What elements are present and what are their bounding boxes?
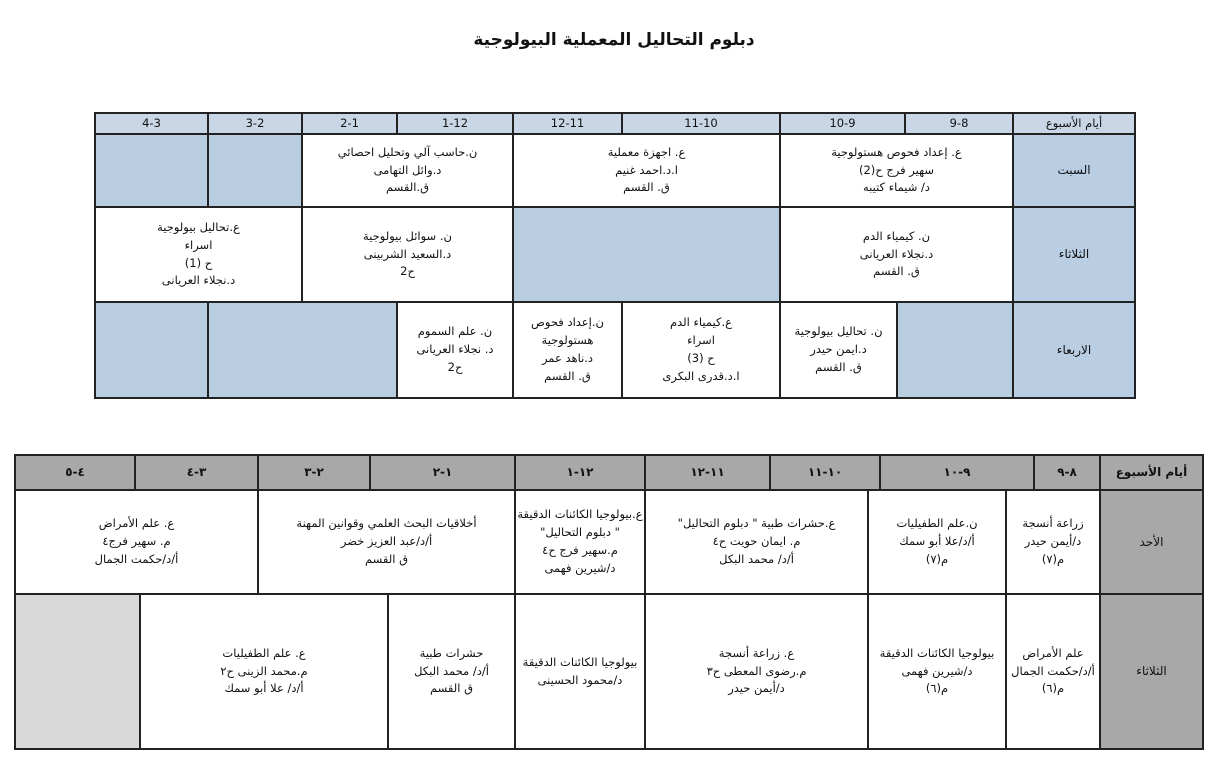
t1-header-days-label: أيام الأسبوع [1045,115,1103,130]
t2-header-days [1100,455,1203,490]
course-detail: ق القسم [430,681,474,696]
t2-sun-class-4 [515,490,645,594]
t2-header-slot [515,455,645,490]
course-detail: د.نجلاء العريانى [859,246,934,261]
course-detail: هستولوجية [541,333,594,348]
t1-header-slot [397,113,513,134]
course-detail: م. ايمان حويت ح٤ [712,534,801,549]
course-detail: م(٦) [925,681,949,696]
course-detail: م(٧) [925,551,949,566]
course-name: بيولوجيا الكائنات الدقيقة [522,654,638,669]
course-detail: أ/د/حكمت الجمال [94,551,179,566]
course-detail: أ/د/علا أبو سمك [899,534,975,549]
t1-sat-class-2 [513,134,780,207]
course-detail: م(٧) [1041,551,1065,566]
t2-day-sunday [1100,490,1203,594]
t1-slot-label: 3-2 [245,115,265,130]
t1-wed-empty [208,302,397,398]
t1-sat-class-1 [780,134,1013,207]
course-name: ع.كيمياء الدم [670,315,733,330]
course-detail: د.السعيد الشربينى [363,246,452,261]
course-detail: اسراء [184,237,213,252]
course-name: ع.تحاليل بيولوجية [157,219,240,234]
course-detail: ق.القسم [386,180,430,195]
t2-day-label: الأحد [1139,534,1164,549]
course-detail: م. سهير فرج٤ [102,534,171,549]
t2-header-days-label: أيام الأسبوع [1115,465,1188,480]
t1-tue-empty [513,207,780,302]
course-detail: أ/د/عبد العزيز خضر [340,534,433,549]
t2-sun-class-1 [1006,490,1100,594]
course-detail: ح2 [400,264,415,279]
t2-tue-class-4 [515,594,645,749]
course-name: ن. علم السموم [417,324,493,339]
t1-slot-label: 2-1 [340,115,359,130]
t2-slot-label: ١٢-١ [566,465,594,480]
page-title: دبلوم التحاليل المعملية البيولوجية [473,30,755,50]
course-detail: د. نجلاء العريانى [416,342,494,357]
course-detail: اسراء [687,333,715,348]
t1-tue-class-2 [302,207,513,302]
course-name: ن.علم الطفيليات [896,516,978,531]
t2-header-slot [258,455,370,490]
t1-day-wednesday [1013,302,1135,398]
t2-sun-class-6 [15,490,258,594]
course-detail: أ/د/ علا أبو سمك [224,681,304,696]
course-detail: د/محمود الحسينى [537,672,623,687]
t1-header-slot [905,113,1013,134]
t1-wed-class-3 [513,302,622,398]
t1-header-slot [780,113,905,134]
course-name: ع. علم الطفيليات [222,645,306,660]
course-detail: د.وائل التهامى [373,162,442,177]
t1-day-label: الثلاثاء [1058,247,1090,262]
t2-slot-label: ٨-٩ [1057,465,1077,480]
course-detail: د.ناهد عمر [541,351,594,365]
course-detail: د/أيمن حيدر [728,681,785,696]
course-detail: " دبلوم التحاليل" [540,525,620,540]
course-detail: د.نجلاء العريانى [161,273,236,288]
course-name: ع. إعداد فحوص هستولوجية [831,144,962,159]
t2-slot-label: ٩-١٠ [943,465,971,480]
course-detail: ح (3) [687,351,715,365]
t2-slot-label: ١-٢ [432,465,453,480]
t2-tue-class-2 [868,594,1006,749]
course-detail: ق. القسم [623,180,670,195]
t1-tue-class-3 [95,207,302,302]
course-name: زراعة أنسجة [1022,516,1084,531]
t1-day-tuesday [1013,207,1135,302]
t2-day-label: الثلاثاء [1136,664,1167,679]
course-detail: م.محمد الزينى ح٢ [220,663,308,678]
course-detail: د/شيرين فهمى [901,663,973,678]
t2-sun-class-2 [868,490,1006,594]
t2-slot-label: ٣-٤ [186,465,207,480]
t2-sun-class-5 [258,490,515,594]
t2-sun-class-3 [645,490,868,594]
t1-header-slot [622,113,780,134]
t1-header-slot [302,113,397,134]
course-name: ن.حاسب آلي وتحليل احصائي [337,144,478,159]
t1-day-label: السبت [1057,163,1091,178]
course-name: حشرات طبية [419,645,484,660]
course-detail: د/أيمن حيدر [1024,534,1082,549]
course-name: ع. علم الأمراض [98,516,175,531]
course-detail: ح (1) [184,255,213,270]
course-name: ن. كيمياء الدم [862,228,931,243]
t2-day-tuesday [1100,594,1203,749]
course-detail: أ/د/حكمت الجمال [1011,663,1095,678]
t1-wed-empty [95,302,208,398]
t2-tue-class-3 [645,594,868,749]
t2-header-slot [15,455,135,490]
course-name: ع. زراعة أنسجة [718,645,795,660]
course-detail: ا.د.قدرى البكرى [662,368,740,383]
course-detail: م(٦) [1041,681,1065,696]
course-detail: سهير فرج ح(2) [858,162,935,177]
course-detail: م.رضوى المعطى ح٣ [706,663,807,678]
t1-slot-label: 11-10 [684,115,718,130]
course-detail: ق. القسم [873,264,920,279]
t1-header-days [1013,113,1135,134]
t1-wed-class-1 [780,302,897,398]
course-detail: ا.د.احمد غنيم [615,162,678,177]
t1-tue-class-1 [780,207,1013,302]
course-name: ع.حشرات طبية " دبلوم التحاليل" [677,516,836,531]
course-detail: د/شيرين فهمى [544,560,616,575]
course-name: ن. تحاليل بيولوجية [794,324,883,339]
t2-header-slot [370,455,515,490]
t2-slot-label: ١٠-١١ [807,465,843,480]
course-detail: أ/د/ محمد البكل [719,551,794,566]
t2-tue-empty [15,594,140,749]
t2-header-slot [645,455,770,490]
t1-day-label: الاربعاء [1056,342,1092,357]
course-detail: ق. القسم [544,368,591,383]
course-detail: د.ايمن حيدر [810,342,867,357]
t2-header-slot [135,455,258,490]
t1-sat-empty [208,134,302,207]
t2-slot-label: ٤-٥ [65,465,85,480]
course-name: أخلاقيات البحث العلمي وقوانين المهنة [296,516,477,531]
course-name: ن.إعداد فحوص [531,315,604,330]
course-detail: ق. القسم [815,359,862,374]
t1-slot-label: 1-12 [441,115,469,130]
course-name: بيولوجيا الكائنات الدقيقة [879,645,995,660]
t1-header-slot [208,113,302,134]
t2-slot-label: ٢-٣ [304,465,324,480]
course-name: علم الأمراض [1022,645,1084,660]
course-name: ن. سوائل بيولوجية [363,228,452,243]
t2-tue-class-1 [1006,594,1100,749]
course-detail: أ/د/ محمد البكل [414,663,489,678]
t1-wed-empty [897,302,1013,398]
t2-tue-class-6 [140,594,388,749]
t2-header-slot [770,455,880,490]
t1-wed-class-4 [397,302,513,398]
course-detail: ق القسم [365,551,409,566]
t1-wed-class-2 [622,302,780,398]
t1-header-slot [513,113,622,134]
t2-header-slot [1034,455,1100,490]
course-detail: م.سهير فرج ح٤ [542,543,618,557]
t1-sat-empty [95,134,208,207]
t1-header-slot [95,113,208,134]
t1-slot-label: 9-8 [949,115,969,130]
course-detail: ح2 [447,359,463,374]
t2-tue-class-5 [388,594,515,749]
course-name: ع. اجهزة معملية [607,144,686,159]
t2-slot-label: ١١-١٢ [690,465,725,480]
t1-slot-label: 10-9 [829,115,856,130]
t1-slot-label: 4-3 [142,115,161,130]
course-name: ع.بيولوجيا الكائنات الدقيقة [517,507,643,522]
course-detail: د/ شيماء كتيبه [862,180,931,195]
t1-slot-label: 12-11 [550,115,585,130]
t1-day-saturday [1013,134,1135,207]
t2-header-slot [880,455,1034,490]
t1-sat-class-3 [302,134,513,207]
